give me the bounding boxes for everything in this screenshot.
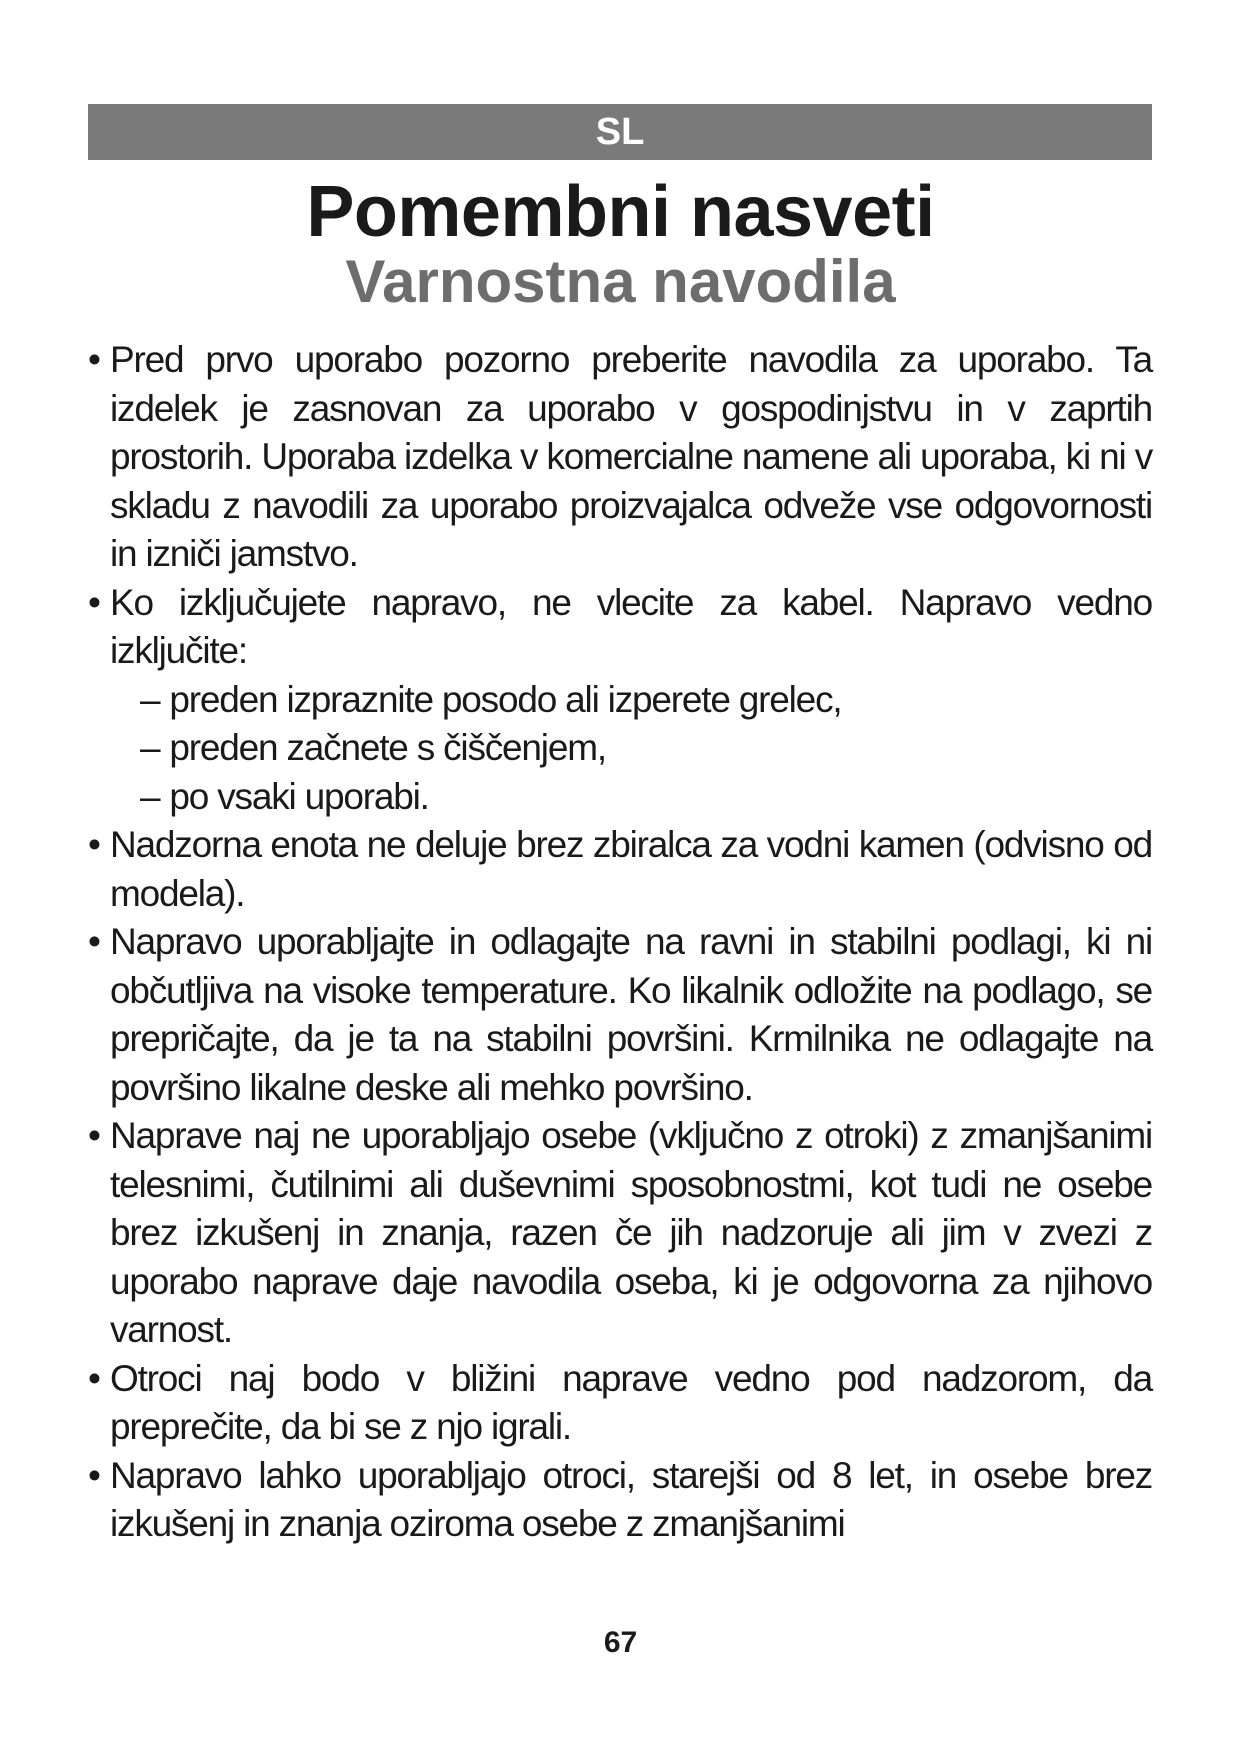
list-item: • Nadzorna enota ne deluje brez zbiralca za vodni kamen (odvisno od modela).	[88, 821, 1152, 918]
list-item: • Pred prvo uporabo pozorno preberite navodila za uporabo. Ta izdelek je zasnovan za uporabo v gospodinjstvu in v zaprtih prostorih. Uporaba izdelka v komercialne namene ali uporaba, ki ni v skladu z navodili za uporabo proizvajalca odveže vse odgovornosti in izniči jamstvo.	[88, 336, 1152, 579]
page-subtitle: Varnostna navodila	[345, 248, 896, 315]
list-item: • Napravo lahko uporabljajo otroci, starejši od 8 let, in osebe brez izkušenj in znanja oziroma osebe z zmanjšanimi	[88, 1452, 1152, 1549]
page-number: 67	[603, 1626, 638, 1659]
list-item: • Otroci naj bodo v bližini naprave vedno pod nadzorom, da preprečite, da bi se z njo igrali.	[88, 1355, 1152, 1452]
sub-list-item	[88, 724, 1152, 773]
language-bar: SL	[88, 104, 1152, 160]
list-item: • Napravo uporabljajte in odlagajte na ravni in stabilni podlagi, ki ni občutljiva na visoke temperature. Ko likalnik odložite na podlago, se prepričajte, da je ta na stabilni površini. Krmilnika ne odlagajte na površino likalne deske ali mehko površino.	[88, 918, 1152, 1112]
list-item: • Naprave naj ne uporabljajo osebe (vključno z otroki) z zmanjšanimi telesnimi, čutilnimi ali duševnimi sposobnostmi, kot tudi ne osebe brez izkušenj in znanja, razen če jih nadzoruje ali jim v zvezi z uporabo naprave daje navodila oseba, ki je odgovorna za njihovo varnost.	[88, 1112, 1152, 1355]
dash-marker: –	[140, 727, 160, 768]
sub-list-item-text: preden začnete s čiščenjem,	[169, 727, 606, 768]
page-title: Pomembni nasveti	[306, 172, 935, 252]
list-item: • Ko izključujete napravo, ne vlecite za kabel. Napravo vedno izključite:	[88, 579, 1152, 676]
safety-instructions-list	[88, 336, 1152, 1549]
sub-list-item-text: po vsaki uporabi.	[169, 775, 429, 817]
sub-list-item	[88, 676, 1152, 725]
dash-marker: –	[140, 678, 160, 720]
dash-marker: –	[140, 775, 160, 817]
sub-list-item	[88, 773, 1152, 822]
sub-list-item-text: preden izpraznite posodo ali izperete grelec,	[169, 678, 842, 720]
